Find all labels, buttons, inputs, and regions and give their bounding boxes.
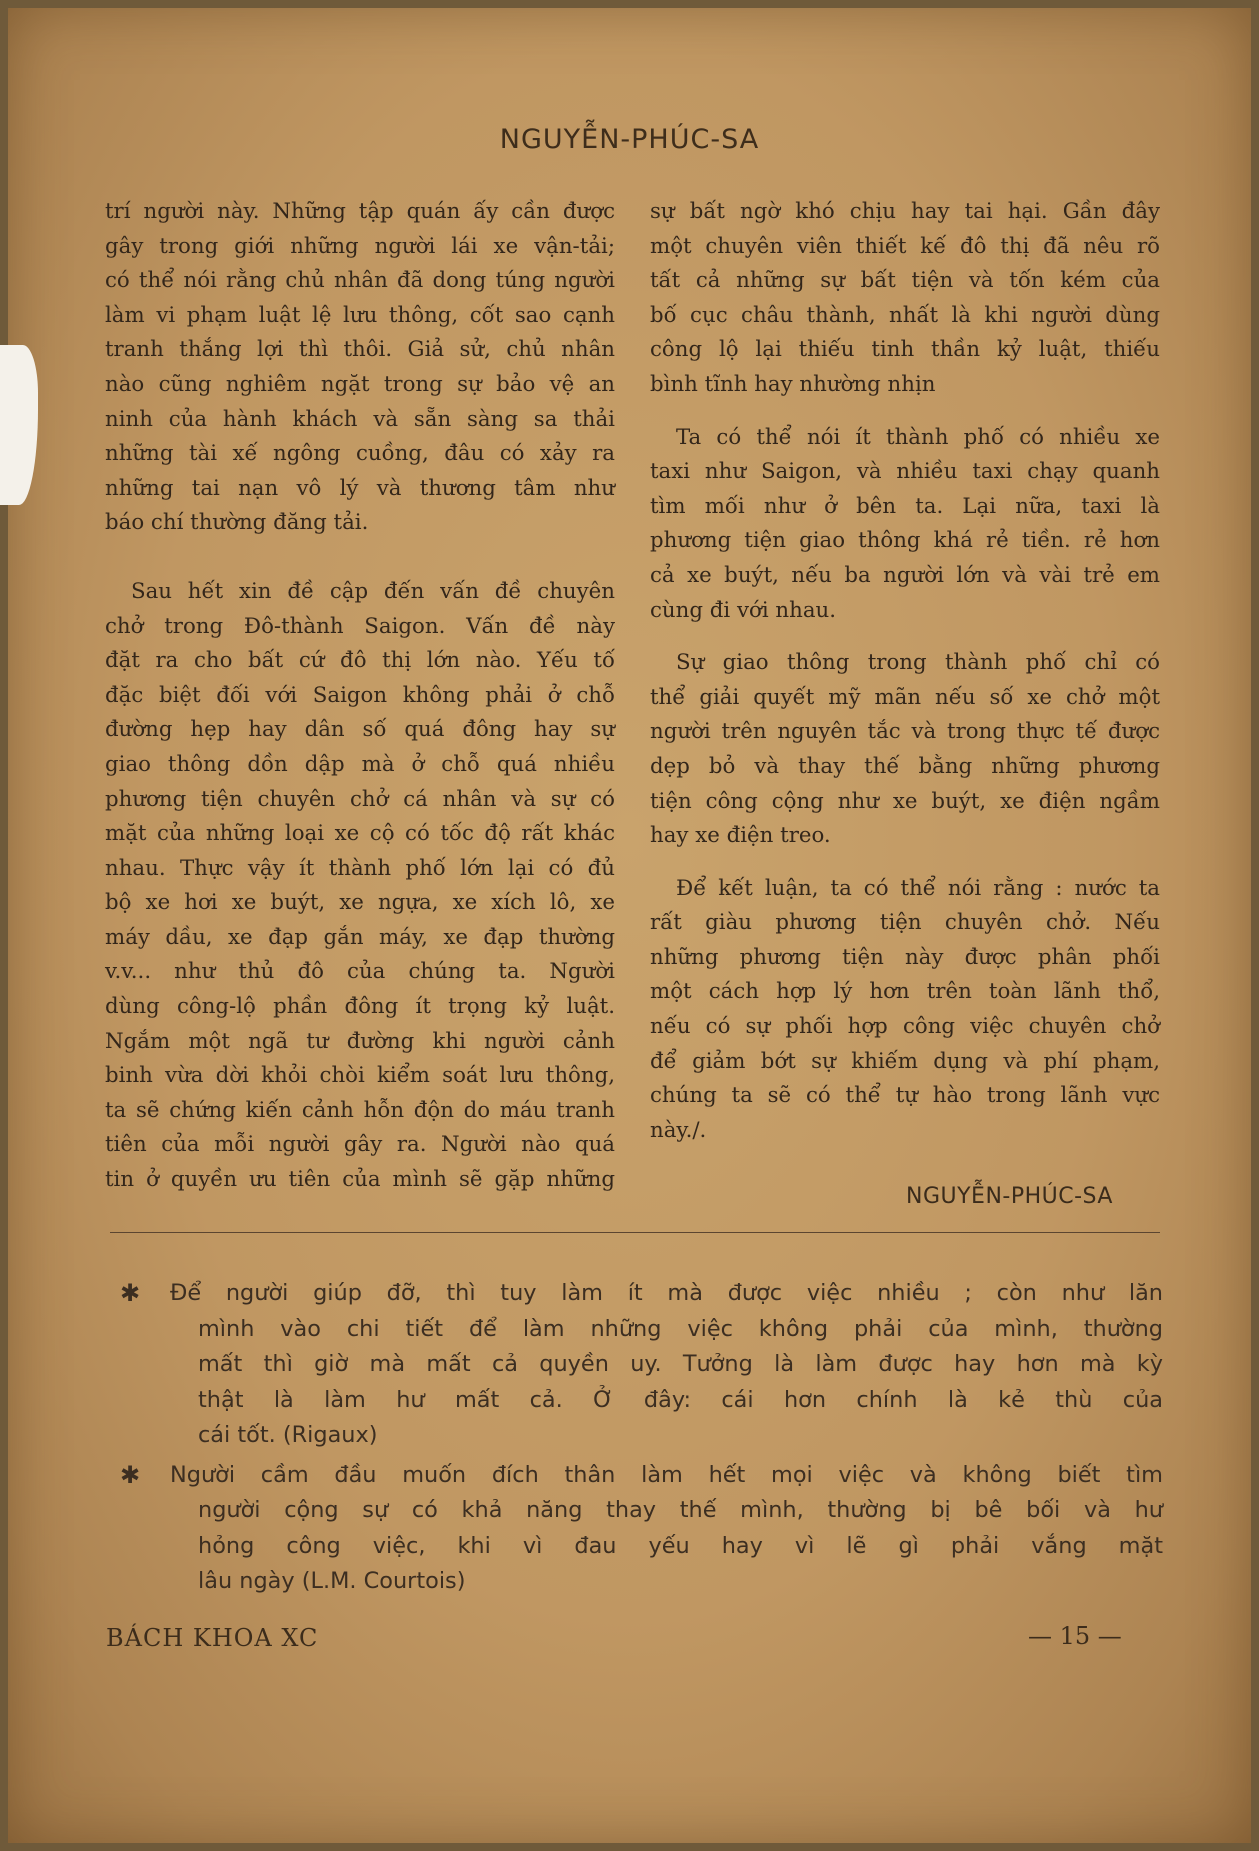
- page-header: NGUYỄN-PHÚC-SA: [499, 124, 760, 155]
- quote-2: [118, 1458, 1163, 1600]
- text-line: tìm mối như ở bên ta. Lại nữa, taxi là: [650, 493, 1160, 519]
- right-paragraph-1: [650, 195, 1160, 403]
- text-line: rất giàu phương tiện chuyên chở. Nếu: [650, 910, 1160, 936]
- left-column: [105, 195, 615, 1198]
- text-line: bố cục châu thành, nhất là khi người dùng: [650, 302, 1160, 328]
- text-line: taxi như Saigon, và nhiều taxi chạy quanh: [650, 459, 1160, 485]
- text-line: cả xe buýt, nếu ba người lớn và vài trẻ em: [650, 562, 1160, 588]
- text-line: lâu ngày (L.M. Courtois): [198, 1568, 466, 1594]
- text-line: mất thì giờ mà mất cả quyền uy. Tưởng là làm được hay hơn mà kỳ: [198, 1351, 1163, 1377]
- text-line: trí người này. Những tập quán ấy cần được: [105, 199, 615, 224]
- text-line: đường hẹp hay dân số quá đông hay sự: [105, 717, 615, 743]
- text-line: một cách hợp lý hơn trên toàn lãnh thổ,: [650, 979, 1160, 1005]
- text-line: những phương tiện này được phân phối: [650, 944, 1160, 970]
- section-divider: [110, 1232, 1160, 1233]
- text-line: Để người giúp đỡ, thì tuy làm ít mà được việc nhiều ; còn như lăn: [170, 1280, 1163, 1306]
- text-line: mặt của những loại xe cộ có tốc độ rất khác: [105, 821, 615, 847]
- text-line: cái tốt. (Rigaux): [198, 1422, 378, 1448]
- right-column: [650, 195, 1160, 1148]
- text-line: phương tiện chuyên chở cá nhân và sự có: [105, 786, 615, 812]
- right-paragraph-3: [650, 646, 1160, 854]
- text-line: báo chí thường đăng tải.: [105, 510, 369, 536]
- text-line: những tai nạn vô lý và thương tâm như: [105, 475, 615, 501]
- right-paragraph-2: [650, 421, 1160, 629]
- text-line: nào cũng nghiêm ngặt trong sự bảo vệ an: [105, 371, 615, 397]
- text-line: v.v... như thủ đô của chúng ta. Người: [105, 959, 615, 985]
- text-line: có thể nói rằng chủ nhân đã dong túng người: [105, 268, 615, 294]
- magazine-name: BÁCH KHOA XC: [106, 1624, 319, 1652]
- text-line: thật là làm hư mất cả. Ở đây: cái hơn chính là kẻ thù của: [198, 1386, 1163, 1413]
- left-paragraph-2: [105, 575, 615, 1198]
- text-line: đặt ra cho bất cứ đô thị lớn nào. Yếu tố: [105, 648, 615, 674]
- left-paragraph-1: [105, 195, 615, 541]
- text-line: Để kết luận, ta có thể nói rằng : nước ta: [676, 875, 1160, 901]
- text-line: tất cả những sự bất tiện và tốn kém của: [650, 268, 1160, 294]
- text-line: dùng công-lộ phần đông ít trọng kỷ luật.: [105, 994, 615, 1020]
- text-line: bộ xe hơi xe buýt, xe ngựa, xe xích lô, xe: [105, 890, 615, 916]
- text-line: này./.: [650, 1117, 707, 1143]
- text-line: nếu có sự phối hợp công việc chuyên chở: [650, 1014, 1160, 1040]
- text-line: phương tiện giao thông khá rẻ tiền. rẻ hơn: [650, 528, 1160, 554]
- text-line: mình vào chi tiết để làm những việc không phải của mình, thường: [198, 1315, 1163, 1342]
- text-line: những tài xế ngông cuồng, đâu có xảy ra: [105, 441, 615, 467]
- text-line: cùng đi với nhau.: [650, 597, 837, 623]
- text-line: tin ở quyền ưu tiên của mình sẽ gặp những: [105, 1167, 615, 1193]
- text-line: làm vi phạm luật lệ lưu thông, cốt sao cạnh: [105, 302, 615, 328]
- quotes-section: [118, 1276, 1163, 1604]
- text-line: chở trong Đô-thành Saigon. Vấn đề này: [105, 613, 615, 639]
- text-line: bình tĩnh hay nhường nhịn: [650, 371, 936, 397]
- text-line: Ta có thể nói ít thành phố có nhiều xe: [676, 424, 1160, 450]
- text-line: hay xe điện treo.: [650, 823, 831, 849]
- asterisk-icon: ✱: [120, 1279, 141, 1307]
- quote-1: [118, 1276, 1163, 1454]
- text-line: giao thông dồn dập mà ở chỗ quá nhiều: [105, 751, 615, 777]
- text-line: ta sẽ chứng kiến cảnh hỗn độn do máu tranh: [105, 1097, 615, 1123]
- text-line: người cộng sự có khả năng thay thế mình, thường bị bê bối và hư: [198, 1497, 1163, 1523]
- text-line: nhau. Thực vậy ít thành phố lớn lại có đủ: [105, 855, 615, 881]
- text-line: thể giải quyết mỹ mãn nếu số xe chở một: [650, 684, 1160, 710]
- text-line: tiên của mỗi người gây ra. Người nào quá: [105, 1132, 615, 1158]
- text-line: tranh thắng lợi thì thôi. Giả sử, chủ nhân: [105, 337, 615, 363]
- page-number: — 15 —: [1028, 1622, 1122, 1650]
- text-line: chúng ta sẽ có thể tự hào trong lãnh vực: [650, 1083, 1160, 1109]
- text-line: Sau hết xin đề cập đến vấn đề chuyên: [131, 578, 615, 604]
- text-line: người trên nguyên tắc và trong thực tế được: [650, 719, 1160, 745]
- text-line: đặc biệt đối với Saigon không phải ở chỗ: [105, 682, 615, 708]
- author-signature: NGUYỄN-PHÚC-SA: [906, 1184, 1113, 1209]
- text-line: một chuyên viên thiết kế đô thị đã nêu rõ: [650, 233, 1160, 259]
- asterisk-icon: ✱: [120, 1460, 141, 1489]
- text-line: Ngắm một ngã tư đường khi người cảnh: [105, 1028, 615, 1054]
- right-paragraph-4: [650, 872, 1160, 1149]
- text-line: tiện công cộng như xe buýt, xe điện ngầm: [650, 788, 1160, 814]
- text-line: hỏng công việc, khi vì đau yếu hay vì lẽ gì phải vắng mặt: [198, 1532, 1163, 1559]
- text-line: Người cầm đầu muốn đích thân làm hết mọi việc và không biết tìm: [170, 1461, 1163, 1488]
- text-line: máy dầu, xe đạp gắn máy, xe đạp thường: [105, 924, 615, 950]
- text-line: Sự giao thông trong thành phố chỉ có: [676, 650, 1160, 676]
- text-line: để giảm bớt sự khiếm dụng và phí phạm,: [650, 1048, 1160, 1074]
- text-line: gây trong giới những người lái xe vận-tải;: [105, 233, 615, 259]
- text-line: công lộ lại thiếu tinh thần kỷ luật, thiếu: [650, 337, 1160, 363]
- text-line: sự bất ngờ khó chịu hay tai hại. Gần đây: [650, 199, 1160, 224]
- text-line: dẹp bỏ và thay thế bằng những phương: [650, 753, 1160, 779]
- text-line: ninh của hành khách và sẵn sàng sa thải: [105, 406, 615, 432]
- text-line: binh vừa dời khỏi chòi kiểm soát lưu thông,: [105, 1063, 615, 1089]
